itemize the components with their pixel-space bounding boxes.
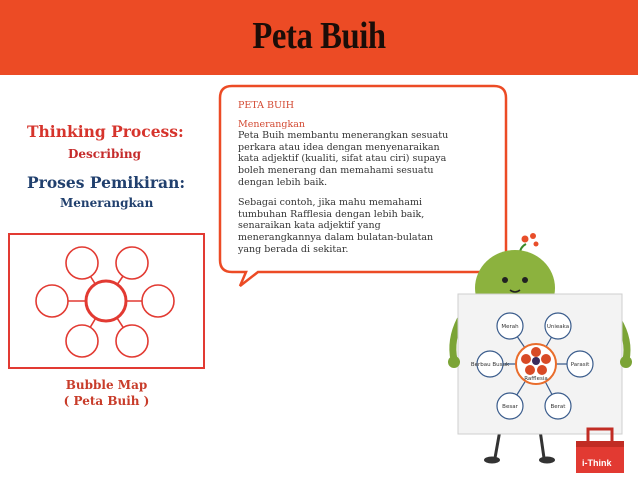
card-bubble-label: Besar bbox=[502, 404, 518, 410]
speech-title: PETA BUIH bbox=[238, 100, 295, 111]
page-title: Peta Buih bbox=[252, 15, 386, 57]
card-center-label: Rafflesia bbox=[524, 376, 548, 382]
bubble-map-diagram bbox=[8, 233, 205, 369]
card-bubble-label: Merah bbox=[501, 324, 519, 330]
outer-bubble bbox=[116, 325, 148, 357]
toolbox-label: i-Think bbox=[582, 458, 612, 468]
card-bubble-label: Unieaka bbox=[546, 324, 570, 330]
proses-pemikiran-value: Menerangkan bbox=[60, 196, 154, 210]
outer-bubble bbox=[66, 325, 98, 357]
proses-pemikiran-label: Proses Pemikiran: bbox=[27, 173, 186, 192]
card-bubble-label: Parasit bbox=[570, 362, 590, 368]
thinking-process-label: Thinking Process: bbox=[27, 122, 184, 141]
thinking-process-value: Describing bbox=[68, 147, 142, 161]
outer-bubble bbox=[36, 285, 68, 317]
bubble-map-svg bbox=[10, 235, 203, 367]
speech-heading: Menerangkan bbox=[238, 119, 306, 130]
header-bar bbox=[0, 0, 638, 75]
mascot-eye bbox=[522, 277, 528, 283]
bubble-map-card bbox=[458, 294, 622, 434]
bubble-map-label: Bubble Map bbox=[65, 378, 148, 392]
center-bubble bbox=[86, 281, 126, 321]
outer-bubble bbox=[142, 285, 174, 317]
card-bubble-label: Berat bbox=[550, 404, 566, 410]
outer-bubble bbox=[66, 247, 98, 279]
speech-paragraph-1: Peta Buih membantu menerangkan sesuatu perkara atau idea dengan menyenaraikan kata adjektif (kualiti, sifat atau ciri) supaya boleh menerang dan memahami sesuatu dengan lebih baik. bbox=[238, 130, 449, 188]
mascot-eye bbox=[502, 277, 508, 283]
bubble-map-malay-label: ( Peta Buih ) bbox=[63, 394, 150, 408]
speech-paragraph-2: Sebagai contoh, jika mahu memahami tumbuhan Rafflesia dengan lebih baik, senaraikan kata adjektif yang menerangkannya dalam bulatan-bulatan yang berada di sekitar. bbox=[238, 197, 434, 255]
card-bubble-label: Berbau Busuk bbox=[470, 362, 510, 368]
outer-bubble bbox=[116, 247, 148, 279]
